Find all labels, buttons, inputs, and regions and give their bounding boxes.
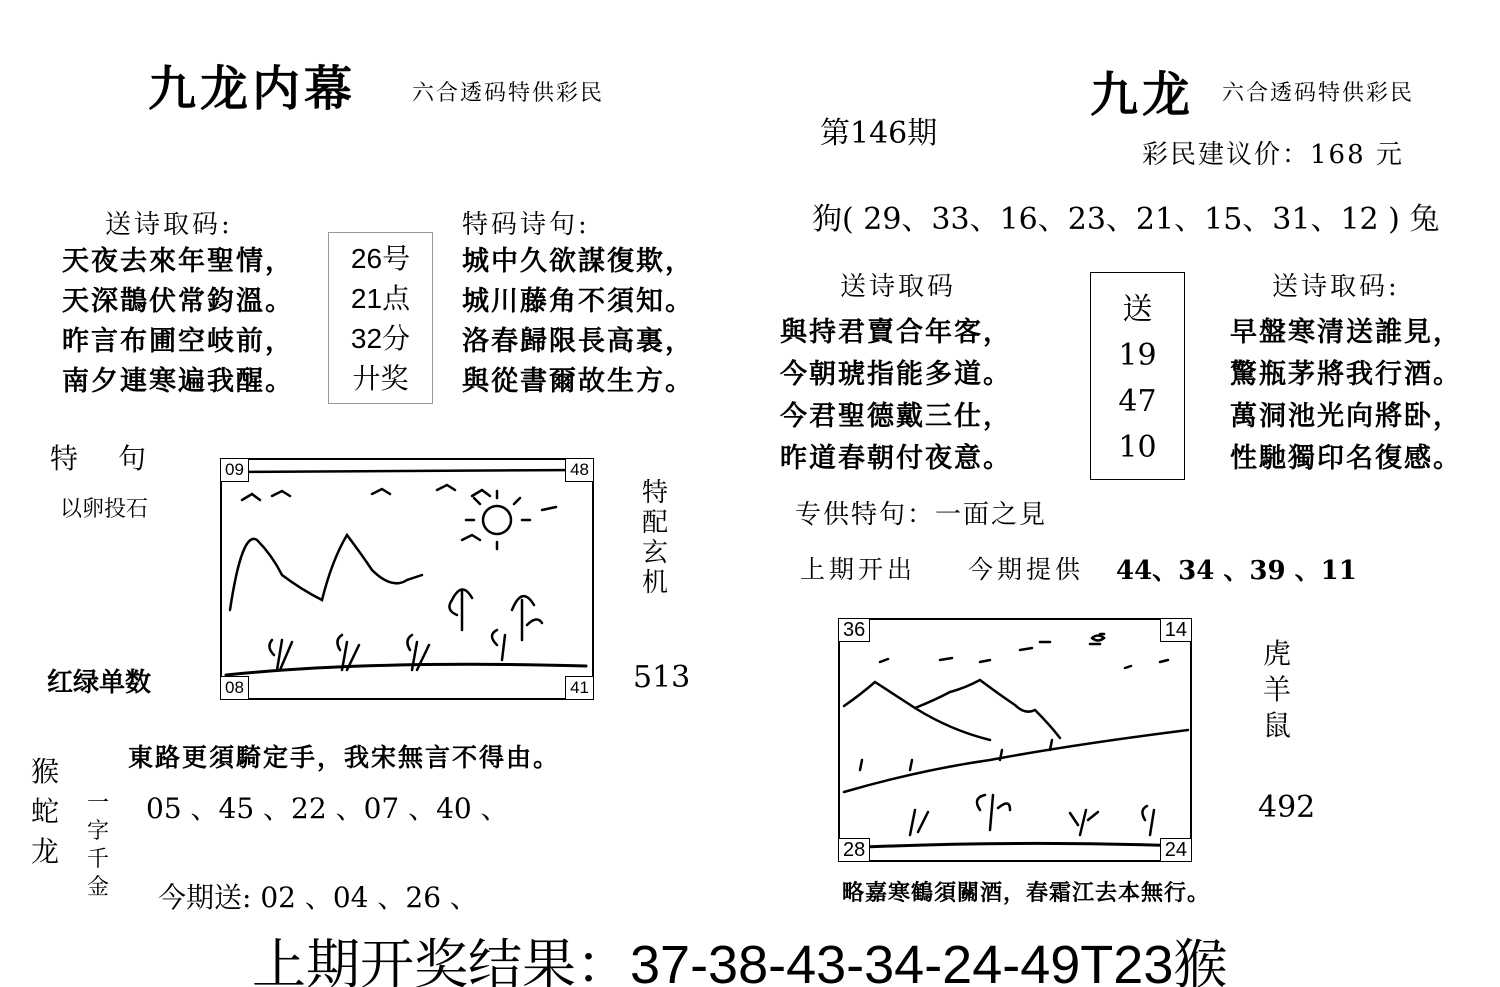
box-line: 廾奖 [352, 363, 409, 394]
poem-line: 城中久欲謀復欺， [462, 246, 694, 277]
tema-poem [462, 242, 694, 402]
poem-line: 南夕連寒遍我醒。 [62, 366, 294, 397]
poem-line: 與從書爾故生方。 [462, 366, 694, 397]
footer-result: 上期开奖结果：37-38-43-34-24-49T23猴 [252, 935, 1228, 987]
left-landscape-sketch [220, 458, 594, 700]
yizi-vertical: 一字千金 [86, 791, 109, 900]
left-animals-vertical: 猴蛇龙 [30, 755, 59, 868]
teju-label: 特 句 [50, 442, 153, 475]
poem-line: 今君聖德戴三仕， [780, 401, 1012, 432]
right-landscape-sketch [838, 618, 1192, 862]
landscape-drawing [222, 460, 592, 698]
corner-number: 08 [220, 676, 249, 700]
jinqi-numbers: 44、34 、39 、11 [1116, 556, 1357, 586]
corner-number: 09 [220, 458, 249, 482]
poem-line: 早盤寒清送誰見， [1230, 317, 1462, 348]
box-line: 21点 [350, 283, 411, 314]
right-number-box [1090, 272, 1185, 480]
right-poem-label-1: 送诗取码 [840, 272, 957, 302]
landscape-drawing [840, 620, 1190, 860]
number-492: 492 [1258, 790, 1316, 825]
corner-number: 41 [565, 676, 594, 700]
poem-line: 天深鵲伏常鈞溫。 [62, 286, 294, 317]
right-subtitle: 六合透码特供彩民 [1222, 81, 1415, 106]
zhuangong-teju: 专供特句：一面之見 [795, 500, 1048, 530]
corner-number: 24 [1160, 838, 1192, 862]
left-poem-label: 送诗取码: [105, 210, 233, 240]
poem-line: 城川藤角不須知。 [462, 286, 694, 317]
poem-line: 天夜去來年聖情， [62, 246, 294, 277]
teju-text: 以卵投石 [60, 497, 149, 522]
issue-number: 第146期 [820, 116, 938, 151]
poem-line: 洛春歸限長高裏， [462, 326, 694, 357]
right-verse: 略嘉寒鶴須關酒，春霜江去本無行。 [842, 880, 1211, 906]
box-line: 47 [1118, 384, 1157, 419]
poem-line: 驚瓶茅將我行酒。 [1230, 359, 1462, 390]
corner-number: 36 [838, 618, 870, 642]
left-title: 九龙内幕 [148, 61, 357, 117]
poem-line: 性馳獨印名復感。 [1230, 443, 1462, 474]
box-line: 10 [1118, 430, 1157, 465]
left-number-box [328, 232, 433, 404]
corner-number: 28 [838, 838, 870, 862]
right-title: 九龙 [1090, 67, 1195, 123]
left-subtitle: 六合透码特供彩民 [412, 81, 605, 106]
price-label: 彩民建议价：168 元 [1142, 140, 1404, 170]
tema-label: 特码诗句: [462, 210, 590, 240]
box-line: 26号 [350, 243, 411, 274]
number-513: 513 [633, 660, 691, 695]
box-line: 送 [1122, 292, 1153, 327]
poem-line: 昨言布圃空岐前， [62, 326, 294, 357]
left-verse: 東路更須騎定手，我宋無言不得由。 [128, 743, 561, 772]
corner-number: 14 [1160, 618, 1192, 642]
right-poem-1 [780, 312, 1012, 480]
poem-line: 與持君賣合年客， [780, 317, 1012, 348]
redgreen-label: 红绿单数 [47, 668, 152, 698]
poem-line: 今朝琥指能多道。 [780, 359, 1012, 390]
jinqi-song: 今期送: 02 、04 、26 、 [158, 881, 478, 914]
right-poem-2 [1230, 312, 1462, 480]
jinqi-label: 今期提供 [968, 555, 1085, 584]
corner-number: 48 [565, 458, 594, 482]
box-line: 19 [1118, 338, 1157, 373]
box-line: 32分 [350, 323, 411, 354]
dog-rabbit-row: 狗( 29、33、16、23、21、15、31、12 ) 兔 [812, 202, 1440, 237]
shangqi-label: 上期开出 [800, 555, 917, 584]
left-numbers-row: 05 、45 、22 、07 、40 、 [146, 792, 509, 825]
left-poem [62, 242, 294, 402]
vertical-peixuan: 特配玄机 [641, 478, 668, 598]
right-poem-label-2: 送诗取码: [1272, 272, 1400, 302]
poem-line: 萬洞池光向將卧， [1230, 401, 1462, 432]
poem-line: 昨道春朝付夜意。 [780, 443, 1012, 474]
right-animals-vertical: 虎羊鼠 [1262, 637, 1291, 742]
